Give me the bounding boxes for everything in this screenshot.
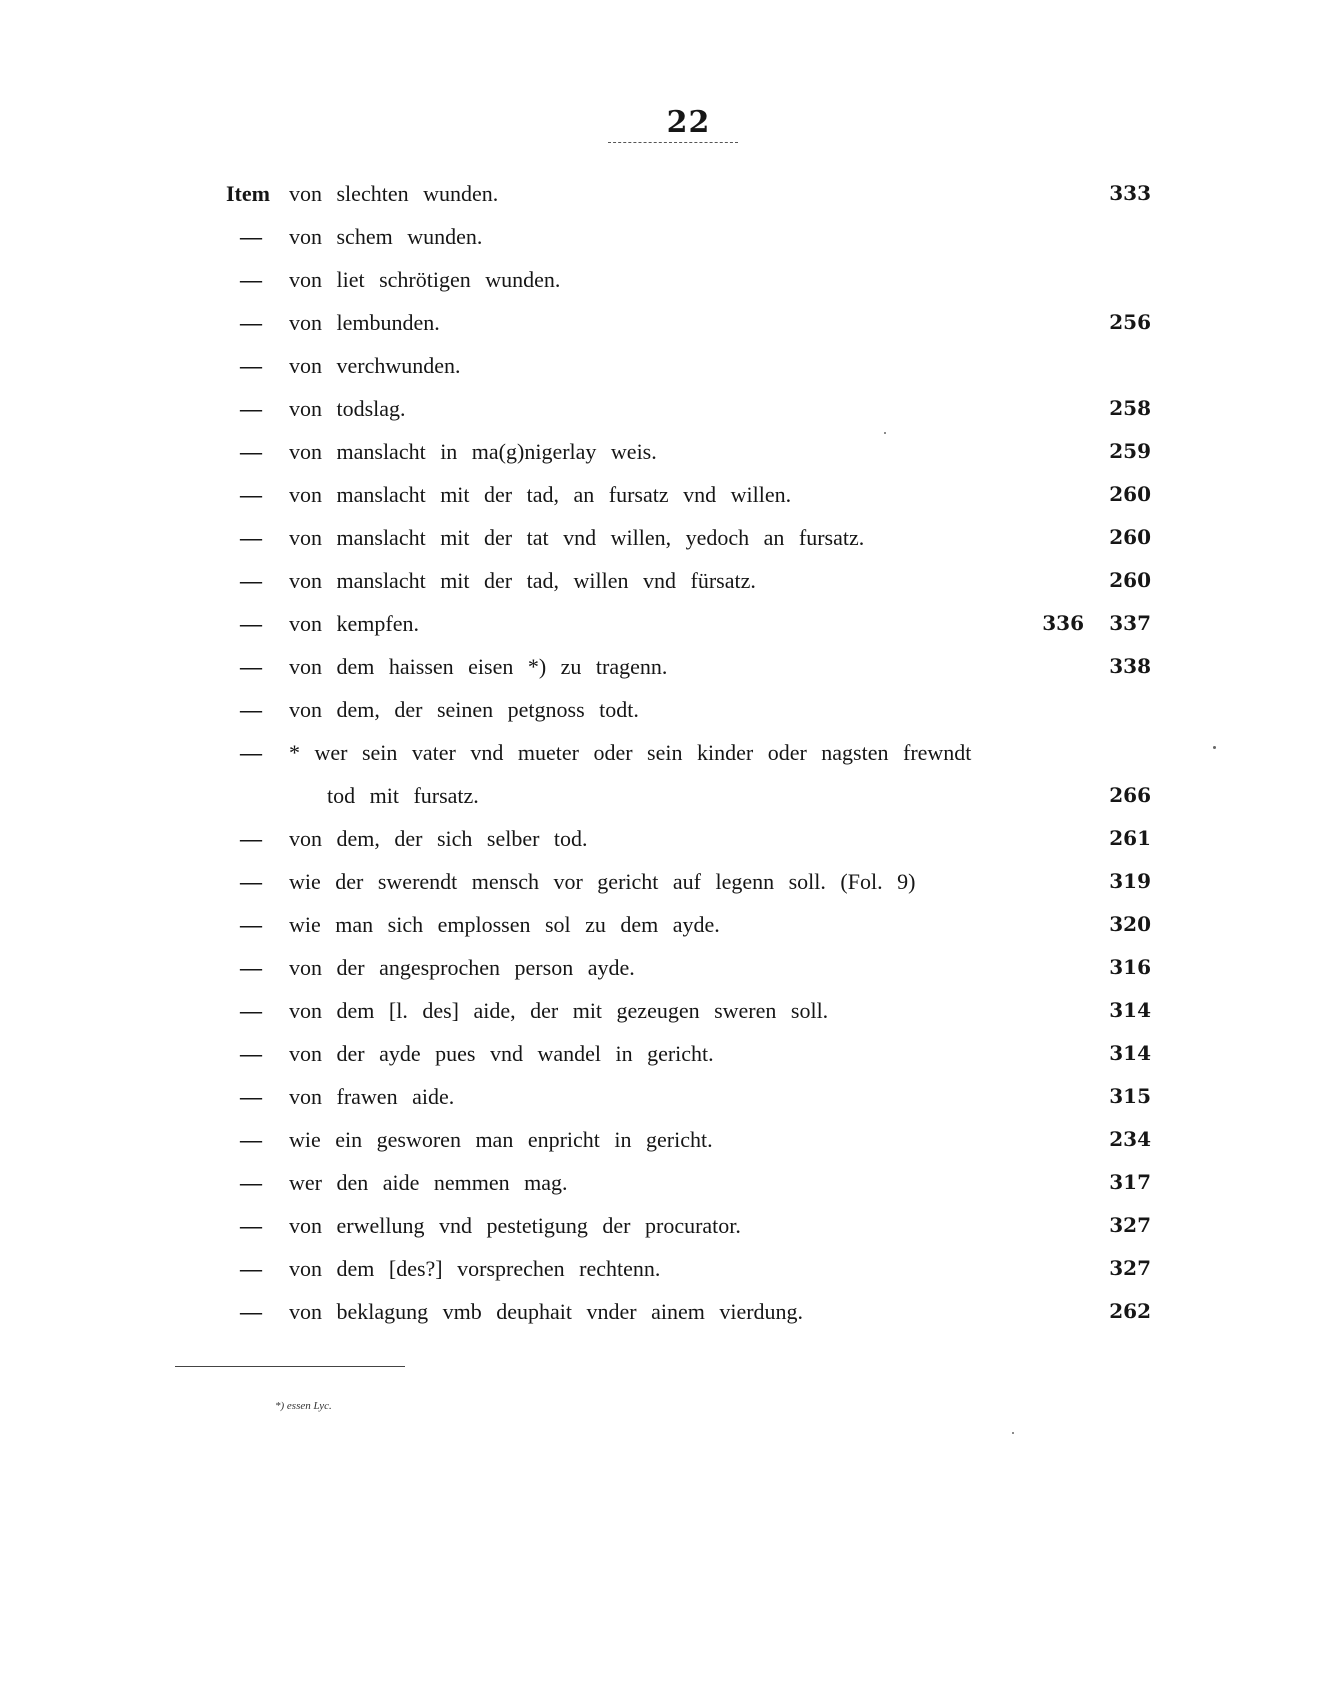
entry-text: von lembunden. — [289, 310, 440, 335]
entry-text: von schem wunden. — [289, 224, 483, 249]
entry-reference-number: 327 — [1109, 1213, 1151, 1237]
entry-text: von dem [des?] vorsprechen rechtenn. — [289, 1256, 661, 1281]
entry-reference-number: 315 — [1109, 1084, 1151, 1108]
index-entry — [0, 731, 1337, 774]
entry-dash: — — [240, 224, 262, 249]
entry-dash: — — [240, 1084, 262, 1109]
entry-secondary-reference: 336 — [1042, 611, 1084, 635]
entry-text: von liet schrötigen wunden. — [289, 267, 561, 292]
entry-dash: — — [240, 1213, 262, 1238]
entry-reference-number: 320 — [1109, 912, 1151, 936]
index-entry — [0, 559, 1337, 602]
entry-text: von manslacht mit der tad, an fursatz vnd willen. — [289, 482, 792, 507]
entry-reference-number: 260 — [1109, 568, 1151, 592]
entry-text: von der angesprochen person ayde. — [289, 955, 635, 980]
entry-dash: — — [240, 1127, 262, 1152]
entry-text: wie der swerendt mensch vor gericht auf legenn soll. (Fol. 9) — [289, 869, 916, 894]
entry-dash: — — [240, 998, 262, 1023]
entry-text: von slechten wunden. — [289, 181, 499, 206]
entry-dash: — — [240, 740, 262, 765]
entry-dash: — — [240, 396, 262, 421]
index-entry — [0, 430, 1337, 473]
index-entry — [0, 344, 1337, 387]
index-entry — [0, 1204, 1337, 1247]
entry-dash: — — [240, 1041, 262, 1066]
entry-dash: — — [240, 1256, 262, 1281]
entry-text: von manslacht mit der tad, willen vnd fürsatz. — [289, 568, 756, 593]
scan-speck — [884, 432, 886, 434]
index-entry — [0, 1247, 1337, 1290]
index-entry — [0, 1290, 1337, 1333]
footnote-rule — [175, 1366, 405, 1367]
entry-text: tod mit fursatz. — [327, 783, 479, 808]
entry-dash: — — [240, 697, 262, 722]
entry-reference-number: 314 — [1109, 1041, 1151, 1065]
entry-text: von dem, der sich selber tod. — [289, 826, 588, 851]
entry-reference-number: 262 — [1109, 1299, 1151, 1323]
index-entry — [0, 1032, 1337, 1075]
page-number: 22 — [666, 105, 711, 140]
entry-reference-number: 259 — [1109, 439, 1151, 463]
entry-reference-number: 327 — [1109, 1256, 1151, 1280]
entry-text: von der ayde pues vnd wandel in gericht. — [289, 1041, 714, 1066]
index-entry-continuation — [0, 774, 1337, 817]
entry-reference-number: 316 — [1109, 955, 1151, 979]
index-entry — [0, 1161, 1337, 1204]
entry-reference-number: 261 — [1109, 826, 1151, 850]
index-entry — [0, 258, 1337, 301]
index-entry — [0, 817, 1337, 860]
page-number-rule — [608, 142, 738, 143]
entry-reference-number: 256 — [1109, 310, 1151, 334]
entry-reference-number: 234 — [1109, 1127, 1151, 1151]
entry-text: von verchwunden. — [289, 353, 461, 378]
entry-text: * wer sein vater vnd mueter oder sein kinder oder nagsten frewndt — [289, 740, 972, 765]
entry-text: wer den aide nemmen mag. — [289, 1170, 568, 1195]
entry-text: wie ein gesworen man enpricht in gericht. — [289, 1127, 713, 1152]
entry-dash: — — [240, 611, 262, 636]
index-entry — [0, 301, 1337, 344]
entry-text: von manslacht in ma(g)nigerlay weis. — [289, 439, 657, 464]
entry-dash: — — [240, 353, 262, 378]
scan-speck — [1213, 746, 1216, 749]
index-entry — [0, 860, 1337, 903]
index-entry — [0, 473, 1337, 516]
entry-reference-number: 260 — [1109, 525, 1151, 549]
index-entry — [0, 172, 1337, 215]
entry-text: von dem haissen eisen *) zu tragenn. — [289, 654, 668, 679]
entry-text: von beklagung vmb deuphait vnder ainem vierdung. — [289, 1299, 804, 1324]
footnote: *) essen Lyc. — [275, 1400, 332, 1412]
index-entry — [0, 387, 1337, 430]
index-entry — [0, 1118, 1337, 1161]
entry-dash: — — [240, 955, 262, 980]
scan-speck — [1012, 1432, 1014, 1434]
index-entry — [0, 215, 1337, 258]
entry-dash: — — [240, 869, 262, 894]
entry-dash: — — [240, 525, 262, 550]
entry-reference-number: 314 — [1109, 998, 1151, 1022]
entry-lead-word: Item — [226, 181, 270, 206]
entry-dash: — — [240, 912, 262, 937]
entry-dash: — — [240, 267, 262, 292]
entry-text: von kempfen. — [289, 611, 419, 636]
index-entry — [0, 688, 1337, 731]
entry-dash: — — [240, 568, 262, 593]
index-entry — [0, 946, 1337, 989]
entry-reference-number: 319 — [1109, 869, 1151, 893]
index-entries — [0, 172, 1337, 1333]
index-entry — [0, 516, 1337, 559]
entry-dash: — — [240, 1299, 262, 1324]
entry-text: von dem, der seinen petgnoss todt. — [289, 697, 639, 722]
entry-reference-number: 338 — [1109, 654, 1151, 678]
entry-text: von manslacht mit der tat vnd willen, yedoch an fursatz. — [289, 525, 865, 550]
index-entry — [0, 989, 1337, 1032]
entry-text: von frawen aide. — [289, 1084, 455, 1109]
index-entry — [0, 602, 1337, 645]
entry-dash: — — [240, 439, 262, 464]
entry-reference-number: 333 — [1109, 181, 1151, 205]
entry-reference-number: 260 — [1109, 482, 1151, 506]
entry-reference-number: 337 — [1109, 611, 1151, 635]
index-entry — [0, 903, 1337, 946]
index-entry — [0, 1075, 1337, 1118]
entry-reference-number: 258 — [1109, 396, 1151, 420]
entry-text: wie man sich emplossen sol zu dem ayde. — [289, 912, 720, 937]
entry-reference-number: 317 — [1109, 1170, 1151, 1194]
entry-dash: — — [240, 1170, 262, 1195]
entry-dash: — — [240, 654, 262, 679]
entry-dash: — — [240, 826, 262, 851]
entry-dash: — — [240, 482, 262, 507]
entry-dash: — — [240, 310, 262, 335]
entry-text: von dem [l. des] aide, der mit gezeugen sweren soll. — [289, 998, 829, 1023]
entry-text: von erwellung vnd pestetigung der procurator. — [289, 1213, 741, 1238]
index-entry — [0, 645, 1337, 688]
entry-reference-number: 266 — [1109, 783, 1151, 807]
entry-text: von todslag. — [289, 396, 406, 421]
